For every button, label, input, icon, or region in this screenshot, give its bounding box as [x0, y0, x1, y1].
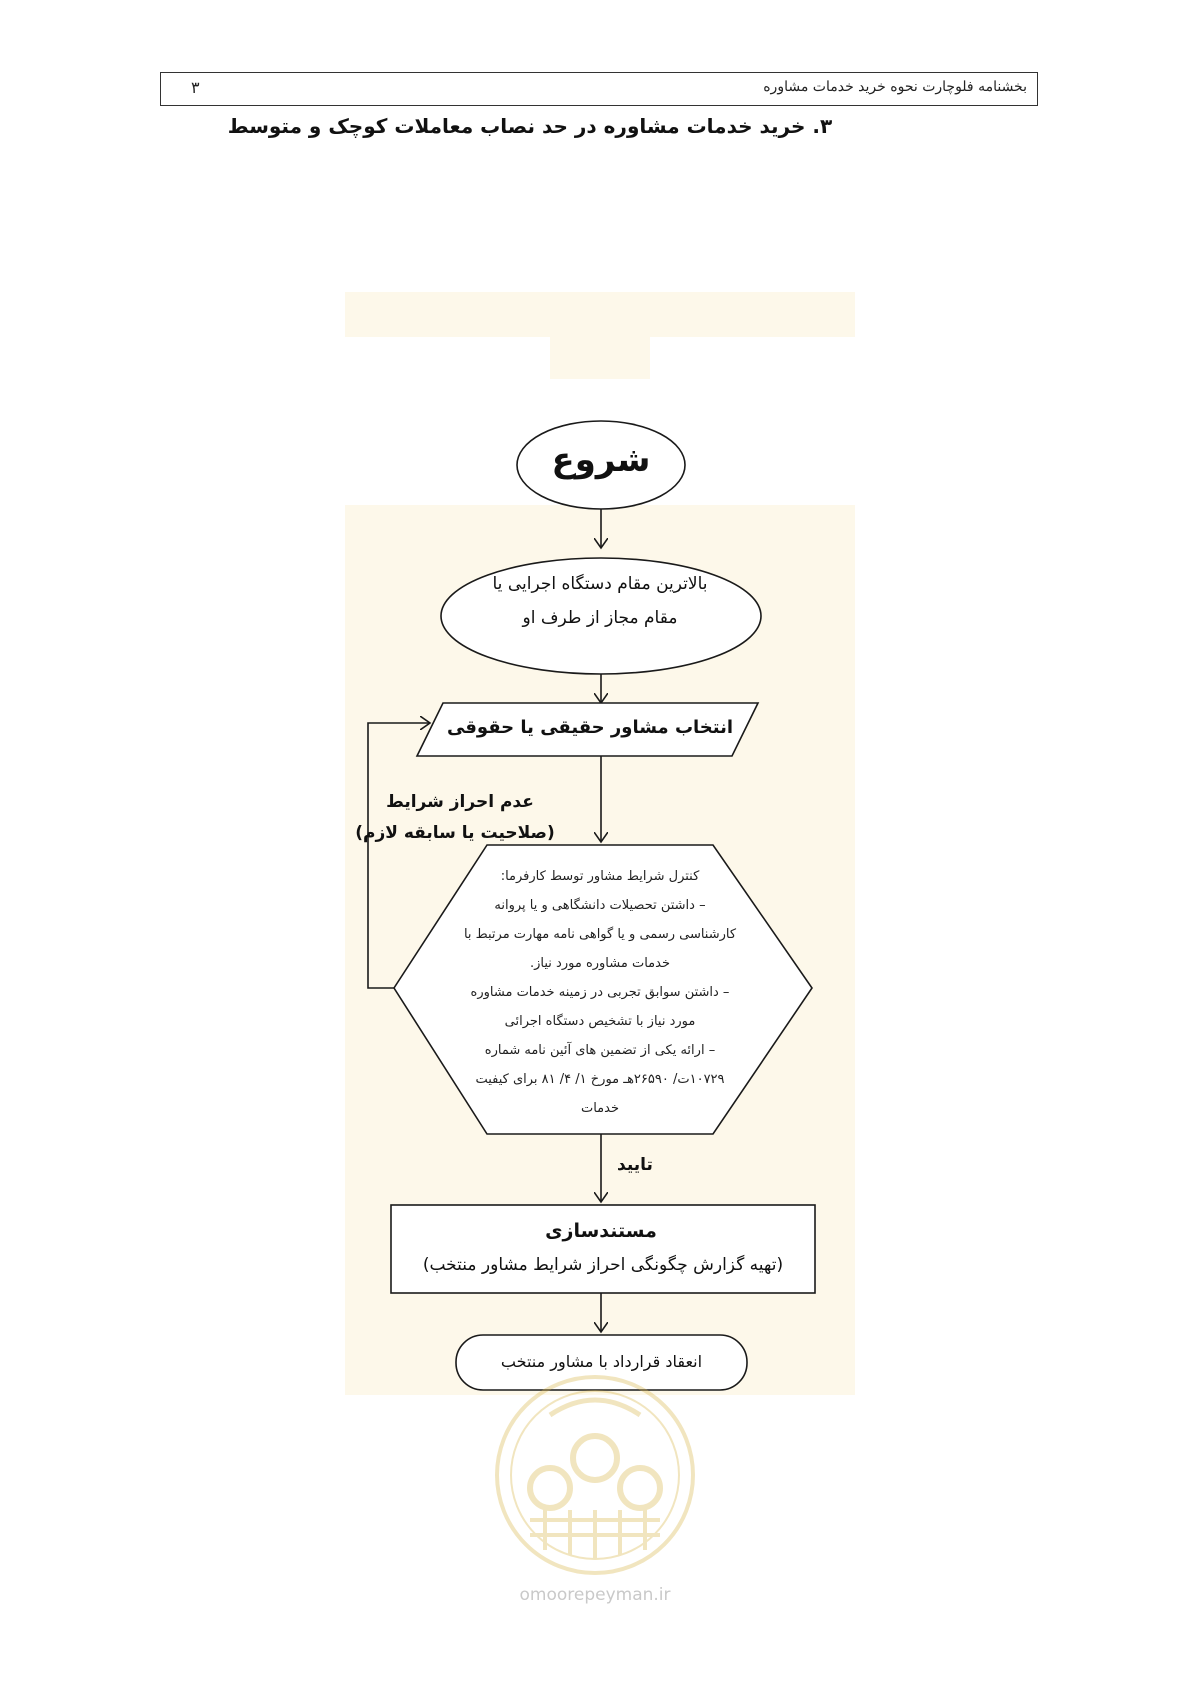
- check-line: کارشناسی رسمی و یا گواهی نامه مهارت مرتبط با: [463, 927, 737, 942]
- authority-label-line2: مقام مجاز از طرف او: [522, 608, 678, 628]
- check-line: ۱۰۷۲۹ت/ ۲۶۵۹۰هـ مورخ ۱/ ۴/ ۸۱ برای کیفیت: [475, 1072, 725, 1087]
- documentation-node: [391, 1205, 815, 1293]
- rejection-label-line2: (صلاحیت یا سابقه لازم): [355, 823, 555, 843]
- check-line: خدمات مشاوره مورد نیاز.: [530, 956, 670, 971]
- start-label: شروع: [551, 440, 651, 480]
- select-consultant-label: انتخاب مشاور حقیقی یا حقوقی: [446, 717, 734, 738]
- approve-label: تایید: [617, 1155, 653, 1175]
- documentation-subtitle: (تهیه گزارش چگونگی احراز شرایط مشاور منتخب): [422, 1255, 784, 1275]
- contract-label: انعقاد قرارداد با مشاور منتخب: [500, 1352, 703, 1371]
- check-line: خدمات: [580, 1101, 620, 1116]
- check-line: مورد نیاز با تشخیص دستگاه اجرائی: [504, 1014, 696, 1029]
- watermark-logo: [490, 1370, 700, 1580]
- check-line: – داشتن تحصیلات دانشگاهی و یا پروانه: [494, 898, 706, 913]
- check-line: – ارائه یکی از تضمین های آئین نامه شماره: [484, 1043, 716, 1058]
- page-number: ۳: [191, 78, 200, 97]
- authority-label-line1: بالاترین مقام دستگاه اجرایی یا: [492, 574, 708, 594]
- rejection-label-line1: عدم احراز شرایط: [386, 792, 534, 812]
- check-line: – داشتن سوابق تجربی در زمینه خدمات مشاوره: [470, 985, 730, 1000]
- documentation-title: مستندسازی: [545, 1220, 657, 1242]
- check-line: کنترل شرایط مشاور توسط کارفرما:: [500, 869, 700, 884]
- section-heading: ۳. خرید خدمات مشاوره در حد نصاب معاملات کوچک و متوسط: [227, 114, 833, 138]
- watermark-text: omoorepeyman.ir: [519, 1585, 671, 1605]
- check-conditions-text: [450, 862, 750, 1123]
- header-title: بخشنامه فلوچارت نحوه خرید خدمات مشاوره: [763, 79, 1027, 95]
